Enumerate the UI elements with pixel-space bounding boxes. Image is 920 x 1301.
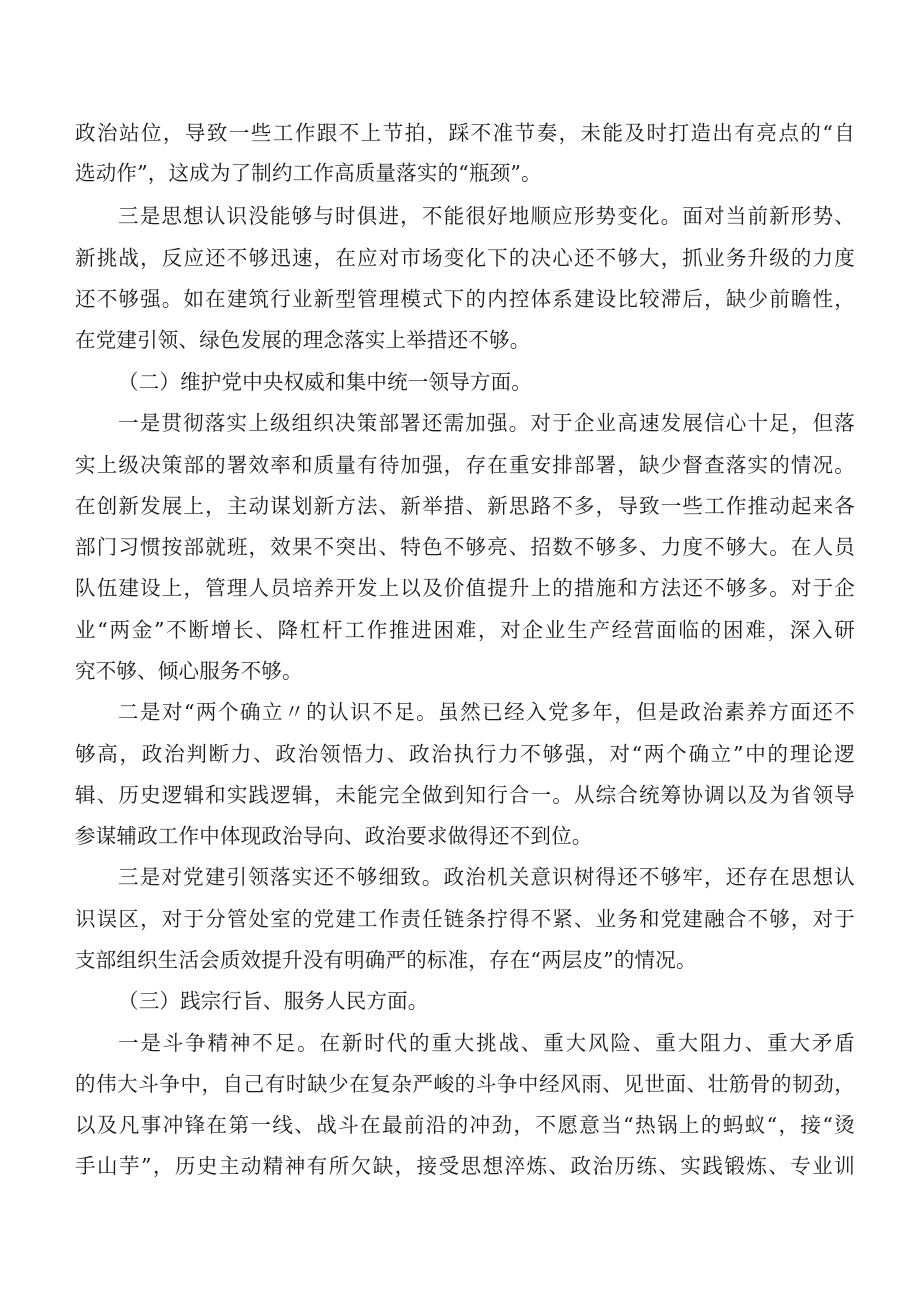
text-line: 选动作”，这成为了制约工作高质量落实的“瓶颈”。 bbox=[75, 161, 542, 185]
paragraph-first-line: 三是思想认识没能够与时俱进，不能很好地顺应形势变化。面对当前新形势、 bbox=[118, 204, 855, 228]
text-line: 究不够、倾心服务不够。 bbox=[75, 659, 303, 683]
paragraph-first-line: 三是对党建引领落实还不够细致。政治机关意识树得还不够牢，还存在思想认 bbox=[118, 865, 855, 889]
text-line: 业“两金”不断增长、降杠杆工作推进困难，对企业生产经营面临的困难，深入研 bbox=[75, 618, 855, 642]
paragraph-first-line: 一是贯彻落实上级组织决策部署还需加强。对于企业高速发展信心十足，但落 bbox=[118, 411, 855, 435]
text-line: 的伟大斗争中，自己有时缺少在复杂严峻的斗争中经风雨、见世面、壮筋骨的韧劲， bbox=[75, 1072, 855, 1096]
text-line: 以及凡事冲锋在第一线、战斗在最前沿的冲劲，不愿意当“热锅上的蚂蚁“，接“烫 bbox=[75, 1113, 855, 1137]
text-line: 在创新发展上，主动谋划新方法、新举措、新思路不多，导致一些工作推动起来各 bbox=[75, 494, 855, 518]
text-line: 队伍建设上，管理人员培养开发上以及价值提升上的措施和方法还不够多。对于企 bbox=[75, 576, 855, 600]
text-line: 支部组织生活会质效提升没有明确严的标准，存在“两层皮”的情况。 bbox=[75, 948, 697, 972]
section-heading: （三）践宗行旨、服务人民方面。 bbox=[118, 989, 429, 1013]
text-line: 辑、历史逻辑和实践逻辑，未能完全做到知行合一。从综合统筹协调以及为省领导 bbox=[75, 783, 855, 807]
text-line: 够高，政治判断力、政治领悟力、政治执行力不够强，对“两个确立”中的理论逻 bbox=[75, 742, 855, 766]
text-line: 政治站位，导致一些工作跟不上节拍，踩不准节奏，未能及时打造出有亮点的“自 bbox=[75, 121, 855, 145]
section-heading: （二）维护党中央权威和集中统一领导方面。 bbox=[118, 370, 532, 394]
text-line: 在党建引领、绿色发展的理念落实上举措还不够。 bbox=[75, 328, 531, 352]
text-line: 识误区，对于分管处室的党建工作责任链条拧得不紧、业务和党建融合不够，对于 bbox=[75, 907, 855, 931]
text-line: 手山芋”，历史主动精神有所欠缺，接受思想淬炼、政治历练、实践锻炼、专业训 bbox=[75, 1154, 855, 1178]
paragraph-first-line: 一是斗争精神不足。在新时代的重大挑战、重大风险、重大阻力、重大矛盾 bbox=[118, 1031, 855, 1055]
text-line: 新挑战，反应还不够迅速，在应对市场变化下的决心还不够大，抓业务升级的力度 bbox=[75, 246, 855, 270]
text-line: 实上级决策部的署效率和质量有待加强，存在重安排部署，缺少督查落实的情况。 bbox=[75, 453, 855, 477]
text-line: 参谋辅政工作中体现政治导向、政治要求做得还不到位。 bbox=[75, 824, 593, 848]
text-line: 还不够强。如在建筑行业新型管理模式下的内控体系建设比较滞后，缺少前瞻性， bbox=[75, 287, 855, 311]
text-line: 部门习惯按部就班，效果不突出、特色不够亮、招数不够多、力度不够大。在人员 bbox=[75, 535, 855, 559]
paragraph-first-line: 二是对“两个确立〃的认识不足。虽然已经入党多年，但是政治素养方面还不 bbox=[118, 700, 855, 724]
